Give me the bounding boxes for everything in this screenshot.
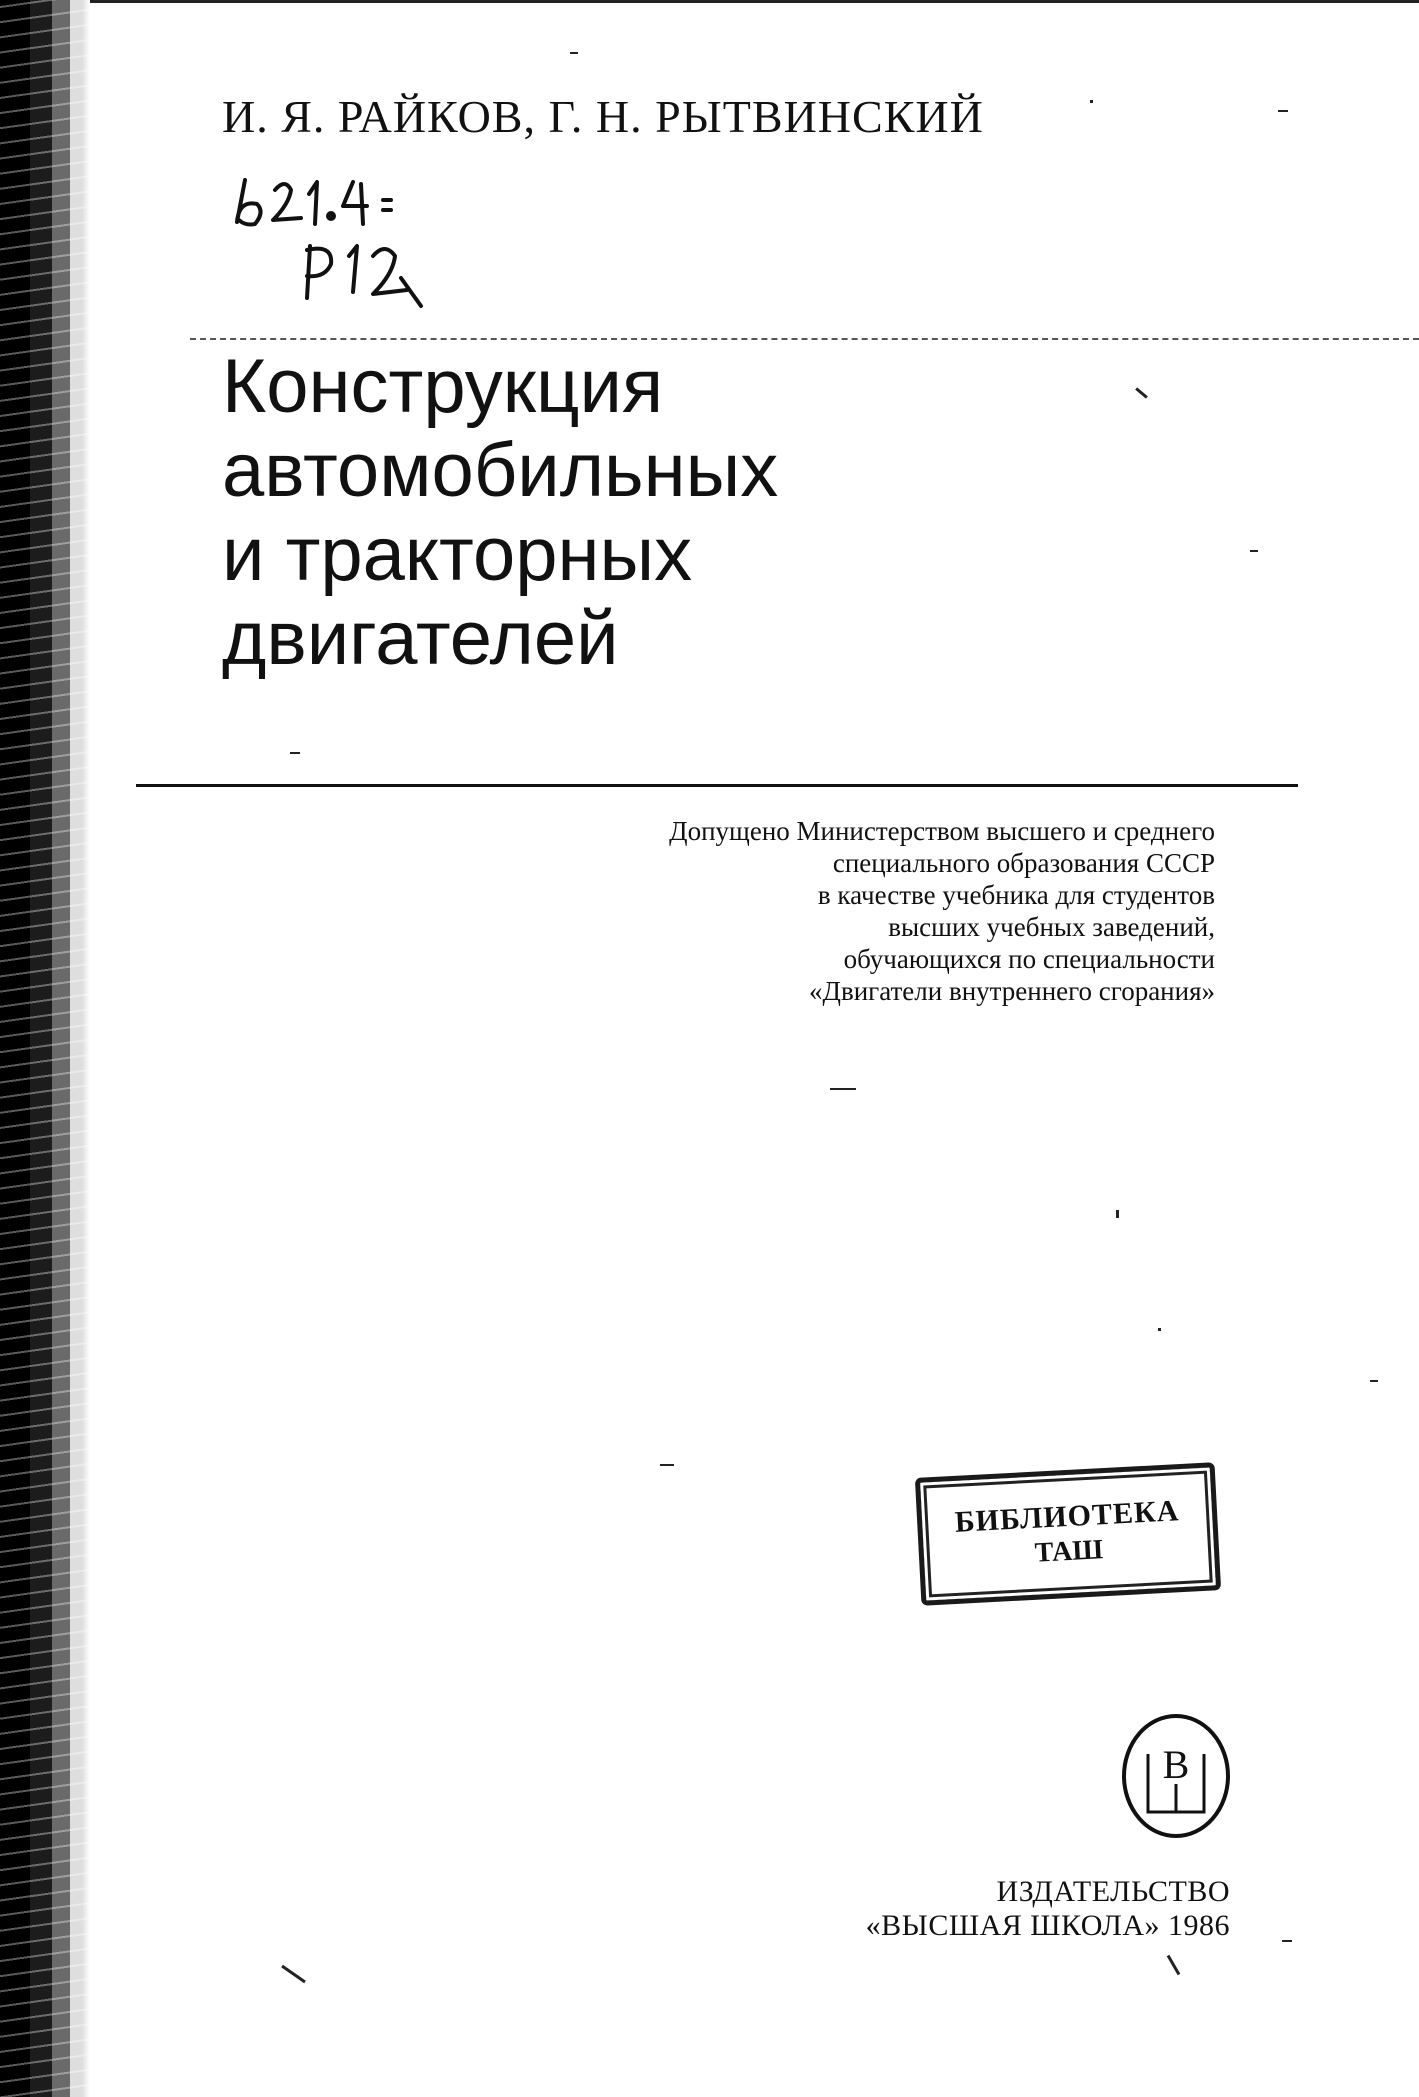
authors: И. Я. РАЙКОВ, Г. Н. РЫТВИНСКИЙ (222, 91, 984, 142)
approval-line: «Двигатели внутреннего сгорания» (809, 976, 1215, 1006)
book-title (222, 345, 778, 681)
approval-line: в качестве учебника для студентов (817, 880, 1215, 910)
scan-speck (1370, 1380, 1378, 1382)
approval-line: специального образования СССР (832, 848, 1215, 878)
scan-speck (830, 1088, 856, 1090)
title-line-2: автомобильных (222, 428, 779, 513)
publisher-vsh-logo-icon (1118, 1710, 1234, 1842)
scan-speck (1278, 110, 1288, 112)
title-line-3: и тракторных (222, 512, 693, 597)
publisher-imprint (820, 1875, 1230, 1943)
top-edge-line (90, 0, 1419, 3)
scan-speck (1090, 100, 1093, 103)
scan-speck (570, 52, 578, 54)
scanned-spine-edge (0, 0, 90, 2097)
scan-speck (1167, 1955, 1181, 1976)
scan-speck (1116, 1210, 1119, 1218)
approval-line: обучающихся по специальности (843, 944, 1215, 974)
scan-speck (1135, 387, 1148, 398)
stamp-line-2: ТАШ (1034, 1534, 1104, 1569)
library-stamp (915, 1462, 1221, 1606)
scan-speck (290, 752, 300, 754)
approval-line: Допущено Министерством высшего и среднего (669, 816, 1215, 846)
scan-speck (1158, 1328, 1161, 1331)
ministry-approval (470, 815, 1215, 1007)
title-line-4: двигателей (222, 596, 619, 681)
scan-dash-line (190, 338, 1419, 340)
title-line-1: Конструкция (222, 344, 664, 429)
logo-letter-top: В (1162, 1742, 1190, 1787)
publisher-line-2: «ВЫСШАЯ ШКОЛА» 1986 (865, 1909, 1230, 1942)
horizontal-rule (136, 784, 1298, 787)
publisher-line-1: ИЗДАТЕЛЬСТВО (996, 1875, 1230, 1908)
stamp-line-1: БИБЛИОТЕКА (954, 1494, 1181, 1539)
scan-speck (1282, 1940, 1292, 1942)
handwritten-library-code (225, 160, 465, 330)
scan-speck (281, 1965, 306, 1984)
scan-speck (660, 1464, 674, 1466)
scan-speck (1250, 550, 1258, 552)
approval-line: высших учебных заведений, (888, 912, 1215, 942)
